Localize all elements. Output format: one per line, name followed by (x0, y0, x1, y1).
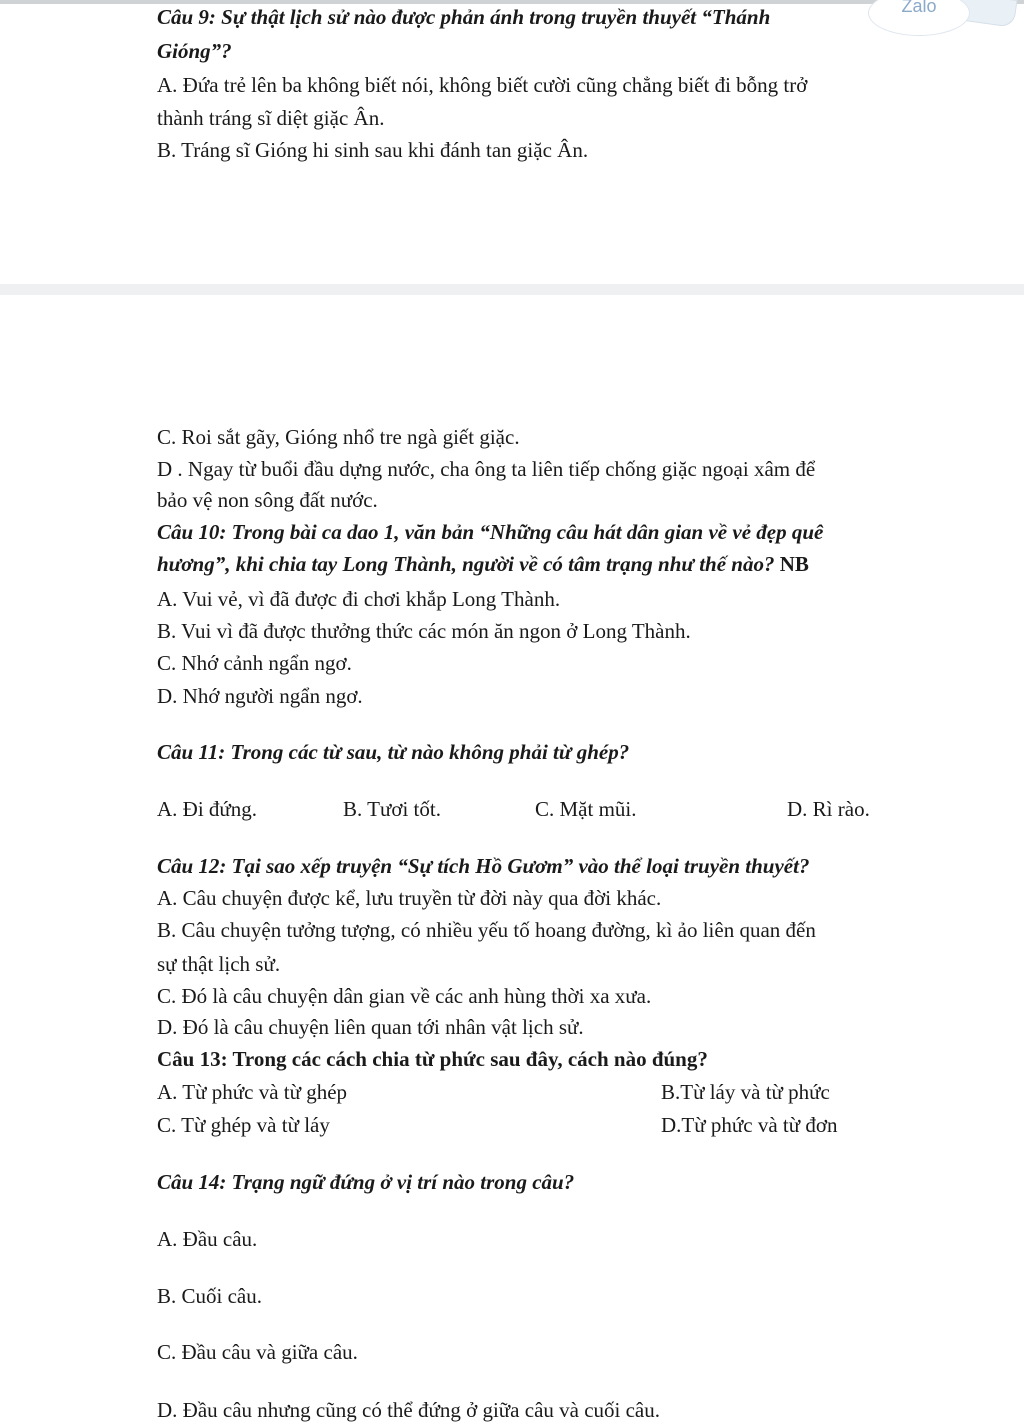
q12-option-a: A. Câu chuyện được kể, lưu truyền từ đời này qua đời khác. (157, 886, 662, 910)
q13-title: Câu 13: Trong các cách chia từ phức sau đây, cách nào đúng? (157, 1047, 708, 1071)
q14-option-b: B. Cuối câu. (157, 1284, 262, 1308)
q9-title-line2: Gióng”? (157, 39, 232, 63)
q14-option-a: A. Đầu câu. (157, 1227, 258, 1251)
q13-option-a: A. Từ phức và từ ghép (157, 1080, 348, 1104)
q10-option-d: D. Nhớ người ngẩn ngơ. (157, 684, 363, 708)
q14-option-d: D. Đầu câu nhưng cũng có thể đứng ở giữa câu và cuối câu. (157, 1398, 661, 1422)
q10-title-line1: Câu 10: Trong bài ca dao 1, văn bản “Những câu hát dân gian về vẻ đẹp quê (157, 520, 824, 544)
q12-option-d: D. Đó là câu chuyện liên quan tới nhân vật lịch sử. (157, 1015, 584, 1039)
q10-option-c: C. Nhớ cảnh ngẩn ngơ. (157, 651, 352, 675)
q9-option-c: C. Roi sắt gãy, Gióng nhổ tre ngà giết giặc. (157, 425, 520, 449)
q10-option-b: B. Vui vì đã được thưởng thức các món ăn ngon ở Long Thành. (157, 619, 691, 643)
q12-option-c: C. Đó là câu chuyện dân gian về các anh hùng thời xa xưa. (157, 984, 652, 1008)
q9-option-b: B. Tráng sĩ Gióng hi sinh sau khi đánh tan giặc Ân. (157, 138, 589, 162)
q12-option-b-line1: B. Câu chuyện tưởng tượng, có nhiều yếu tố hoang đường, kì ảo liên quan đến (157, 918, 816, 942)
page-break-band (0, 284, 1024, 295)
q10-option-a: A. Vui vẻ, vì đã được đi chơi khắp Long Thành. (157, 587, 561, 611)
q13-option-d: D.Từ phức và từ đơn (661, 1113, 838, 1137)
q11-option-c: C. Mặt mũi. (535, 797, 637, 821)
q13-option-c: C. Từ ghép và từ láy (157, 1113, 330, 1137)
q9-option-a-line1: A. Đứa trẻ lên ba không biết nói, không biết cười cũng chẳng biết đi bỗng trở (157, 73, 808, 97)
q14-title: Câu 14: Trạng ngữ đứng ở vị trí nào trong câu? (157, 1170, 575, 1194)
q12-option-b-line2: sự thật lịch sử. (157, 952, 281, 976)
q11-title: Câu 11: Trong các từ sau, từ nào không phải từ ghép? (157, 740, 630, 764)
q12-title: Câu 12: Tại sao xếp truyện “Sự tích Hồ Gươm” vào thể loại truyền thuyết? (157, 854, 810, 878)
q9-title-line1: Câu 9: Sự thật lịch sử nào được phản ánh trong truyền thuyết “Thánh (157, 5, 771, 29)
q11-option-d: D. Rì rào. (787, 797, 870, 821)
q14-option-c: C. Đầu câu và giữa câu. (157, 1340, 358, 1364)
q9-option-d-line1: D . Ngay từ buổi đầu dựng nước, cha ông ta liên tiếp chống giặc ngoại xâm để (157, 457, 816, 481)
q10-level-tag: NB (779, 552, 809, 576)
q9-option-d-line2: bảo vệ non sông đất nước. (157, 488, 378, 512)
q11-option-b: B. Tươi tốt. (343, 797, 441, 821)
q13-option-b: B.Từ láy và từ phức (661, 1080, 830, 1104)
q11-option-a: A. Đi đứng. (157, 797, 258, 821)
zalo-watermark-text: Zalo (901, 0, 937, 16)
zalo-watermark-logo (868, 0, 970, 36)
q9-option-a-line2: thành tráng sĩ diệt giặc Ân. (157, 106, 385, 130)
q10-title-line2 (157, 550, 809, 578)
q10-title-line2-text: hương”, khi chia tay Long Thành, người về có tâm trạng như thế nào? (157, 552, 775, 576)
